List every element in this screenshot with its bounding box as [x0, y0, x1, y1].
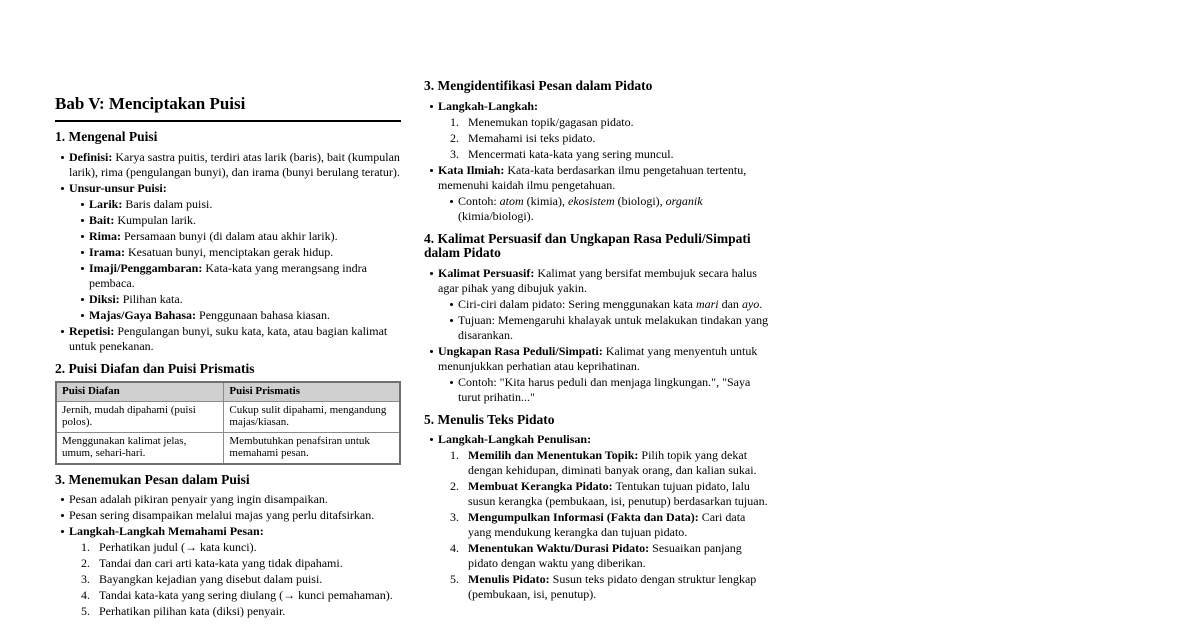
- numbered-list: [438, 115, 770, 162]
- text-segment: .: [759, 296, 763, 311]
- page-title: Bab V: Menciptakan Puisi: [55, 94, 401, 122]
- list-item: [79, 229, 401, 244]
- text-segment: Menulis Pidato:: [468, 572, 550, 586]
- bullet-list: [448, 194, 770, 224]
- text-segment: Kalimat Persuasif:: [438, 265, 535, 280]
- list-item: [59, 150, 401, 180]
- text-segment: atom: [499, 193, 524, 208]
- text-segment: Imaji/Penggambaran:: [89, 260, 203, 275]
- table-row: [56, 401, 400, 432]
- text-segment: Kesatuan bunyi, menciptakan gerak hidup.: [125, 244, 334, 259]
- text-segment: Tujuan: Memengaruhi khalayak untuk melakukan tindakan yang disarankan.: [458, 312, 769, 342]
- text-segment: Karya sastra puitis, terdiri atas larik (baris), bait (kumpulan larik), rima (pengulangan bunyi), dan irama (bunyi berulang teratur).: [69, 149, 400, 179]
- text-segment: Larik:: [89, 196, 123, 211]
- section-heading: 2. Puisi Diafan dan Puisi Prismatis: [55, 360, 255, 376]
- table-header-row: [56, 382, 400, 401]
- text-segment: Majas/Gaya Bahasa:: [89, 307, 197, 322]
- table-cell: Jernih, mudah dipahami (puisi polos).: [56, 401, 224, 432]
- list-item: [93, 604, 401, 619]
- bullet-list: [55, 492, 401, 619]
- text-segment: Sesuaikan panjang pidato dengan waktu yang diberikan.: [468, 541, 742, 570]
- list-item: [448, 297, 770, 312]
- text-segment: Penggunaan bahasa kiasan.: [196, 307, 330, 322]
- text-segment: Definisi:: [69, 149, 113, 164]
- list-item: [79, 308, 401, 323]
- text-segment: Persamaan bunyi (di dalam atau akhir larik).: [121, 228, 338, 243]
- list-item: [448, 313, 770, 343]
- text-segment: Langkah-Langkah Penulisan:: [438, 432, 592, 446]
- list-item: [93, 572, 401, 587]
- list-item: [462, 131, 770, 146]
- text-segment: Tandai dan cari arti kata-kata yang tidak dipahami.: [99, 556, 343, 570]
- text-segment: Rima:: [89, 228, 121, 243]
- text-segment: Kata-kata yang merangsang indra pembaca.: [89, 260, 367, 290]
- section-heading: 5. Menulis Teks Pidato: [424, 411, 555, 427]
- bullet-list: [79, 197, 401, 323]
- text-segment: (kimia/biologi).: [458, 208, 534, 223]
- list-item: [428, 432, 770, 602]
- list-item: [79, 197, 401, 212]
- right-column: [424, 79, 770, 603]
- text-segment: Baris dalam puisi.: [122, 196, 213, 211]
- text-segment: (kimia),: [523, 193, 568, 208]
- text-segment: Ciri-ciri dalam pidato: Sering menggunakan kata: [458, 296, 696, 311]
- table-header-cell: Puisi Diafan: [56, 382, 224, 401]
- list-item: [462, 115, 770, 130]
- list-item: [79, 245, 401, 260]
- list-item: [93, 540, 401, 555]
- text-segment: Tandai kata-kata yang sering diulang (→ kunci pemahaman).: [99, 588, 393, 602]
- text-segment: Kata Ilmiah:: [438, 162, 505, 177]
- list-item: [93, 588, 401, 603]
- text-segment: Pengulangan bunyi, suku kata, kata, atau bagian kalimat untuk penekanan.: [69, 323, 388, 353]
- list-item: [462, 510, 770, 540]
- text-segment: Repetisi:: [69, 323, 115, 338]
- bullet-list: [448, 297, 770, 343]
- text-segment: Menentukan Waktu/Durasi Pidato:: [468, 541, 650, 555]
- left-column: [55, 94, 401, 620]
- list-item: [79, 261, 401, 291]
- list-item: [448, 194, 770, 224]
- bullet-list: [424, 266, 770, 405]
- text-segment: Memilih dan Menentukan Topik:: [468, 448, 639, 462]
- numbered-list: [438, 448, 770, 602]
- list-item: [59, 181, 401, 323]
- text-segment: Cari data yang mendukung kerangka dan tujuan pidato.: [468, 510, 746, 539]
- text-segment: Irama:: [89, 244, 125, 259]
- list-item: [462, 479, 770, 509]
- text-segment: Pilih topik yang dekat dengan kehidupan, diminati banyak orang, dan kalian sukai.: [468, 448, 757, 477]
- list-item: [59, 324, 401, 354]
- text-segment: Contoh:: [458, 193, 500, 208]
- text-segment: Pesan adalah pikiran penyair yang ingin disampaikan.: [69, 492, 328, 506]
- text-segment: Kata-kata berdasarkan ilmu pengetahuan tertentu, memenuhi kaidah ilmu pengetahuan.: [438, 162, 747, 192]
- text-segment: Langkah-Langkah:: [438, 98, 539, 113]
- list-item: [428, 344, 770, 405]
- text-segment: Memahami isi teks pidato.: [468, 130, 596, 145]
- list-item: [462, 448, 770, 478]
- text-segment: Perhatikan judul (→ kata kunci).: [99, 540, 257, 554]
- section-heading: 3. Mengidentifikasi Pesan dalam Pidato: [424, 78, 653, 93]
- list-item: [462, 541, 770, 571]
- text-segment: ekosistem: [568, 193, 615, 208]
- section-heading: 1. Mengenal Puisi: [55, 129, 158, 144]
- list-item: [59, 524, 401, 619]
- text-segment: Perhatikan pilihan kata (diksi) penyair.: [99, 604, 286, 618]
- list-item: [428, 163, 770, 224]
- text-segment: Langkah-Langkah Memahami Pesan:: [69, 524, 264, 538]
- text-segment: Kalimat yang bersifat membujuk secara halus agar pihak yang dibujuk yakin.: [438, 265, 757, 295]
- list-item: [79, 213, 401, 228]
- text-segment: Kalimat yang menyentuh untuk menunjukkan perhatian atau keprihatinan.: [438, 343, 758, 373]
- list-item: [59, 508, 401, 523]
- text-segment: Contoh: "Kita harus peduli dan menjaga lingkungan.", "Saya turut prihatin...": [458, 374, 751, 404]
- list-item: [79, 292, 401, 307]
- numbered-list: [69, 540, 401, 619]
- text-segment: Pesan sering disampaikan melalui majas yang perlu ditafsirkan.: [69, 508, 375, 522]
- table-cell: Membutuhkan penafsiran untuk memahami pesan.: [224, 432, 400, 464]
- text-segment: mari: [695, 296, 719, 311]
- comparison-table: [55, 381, 401, 465]
- text-segment: organik: [665, 193, 703, 208]
- table-cell: Menggunakan kalimat jelas, umum, sehari-hari.: [56, 432, 224, 464]
- text-segment: Unsur-unsur Puisi:: [69, 180, 167, 195]
- text-segment: (biologi),: [614, 193, 666, 208]
- text-segment: Tentukan tujuan pidato, lalu susun kerangka (pembukaan, isi, penutup) berdasarkan tujuan.: [468, 479, 768, 508]
- table-cell: Cukup sulit dipahami, mengandung majas/kiasan.: [224, 401, 400, 432]
- list-item: [462, 572, 770, 602]
- text-segment: Susun teks pidato dengan struktur lengkap (pembukaan, isi, penutup).: [468, 572, 757, 601]
- list-item: [59, 492, 401, 507]
- text-segment: Kumpulan larik.: [114, 212, 196, 227]
- text-segment: Bait:: [89, 212, 115, 227]
- list-item: [428, 99, 770, 162]
- table-row: [56, 432, 400, 464]
- bullet-list: [424, 432, 770, 602]
- list-item: [462, 147, 770, 162]
- section-heading: 4. Kalimat Persuasif dan Ungkapan Rasa Peduli/Simpati dalam Pidato: [424, 230, 751, 260]
- bullet-list: [55, 150, 401, 354]
- text-segment: dan: [718, 296, 742, 311]
- text-segment: ayo: [741, 296, 760, 311]
- text-segment: Mencermati kata-kata yang sering muncul.: [468, 146, 674, 161]
- text-segment: Ungkapan Rasa Peduli/Simpati:: [438, 343, 603, 358]
- text-segment: Pilihan kata.: [119, 291, 183, 306]
- table-header-cell: Puisi Prismatis: [224, 382, 400, 401]
- text-segment: Mengumpulkan Informasi (Fakta dan Data):: [468, 510, 699, 524]
- list-item: [448, 375, 770, 405]
- text-segment: Bayangkan kejadian yang disebut dalam puisi.: [99, 572, 323, 586]
- text-segment: Menemukan topik/gagasan pidato.: [468, 114, 634, 129]
- bullet-list: [424, 99, 770, 224]
- text-segment: Membuat Kerangka Pidato:: [468, 479, 613, 493]
- section-heading: 3. Menemukan Pesan dalam Puisi: [55, 471, 250, 487]
- list-item: [428, 266, 770, 343]
- bullet-list: [448, 375, 770, 405]
- list-item: [93, 556, 401, 571]
- text-segment: Diksi:: [89, 291, 120, 306]
